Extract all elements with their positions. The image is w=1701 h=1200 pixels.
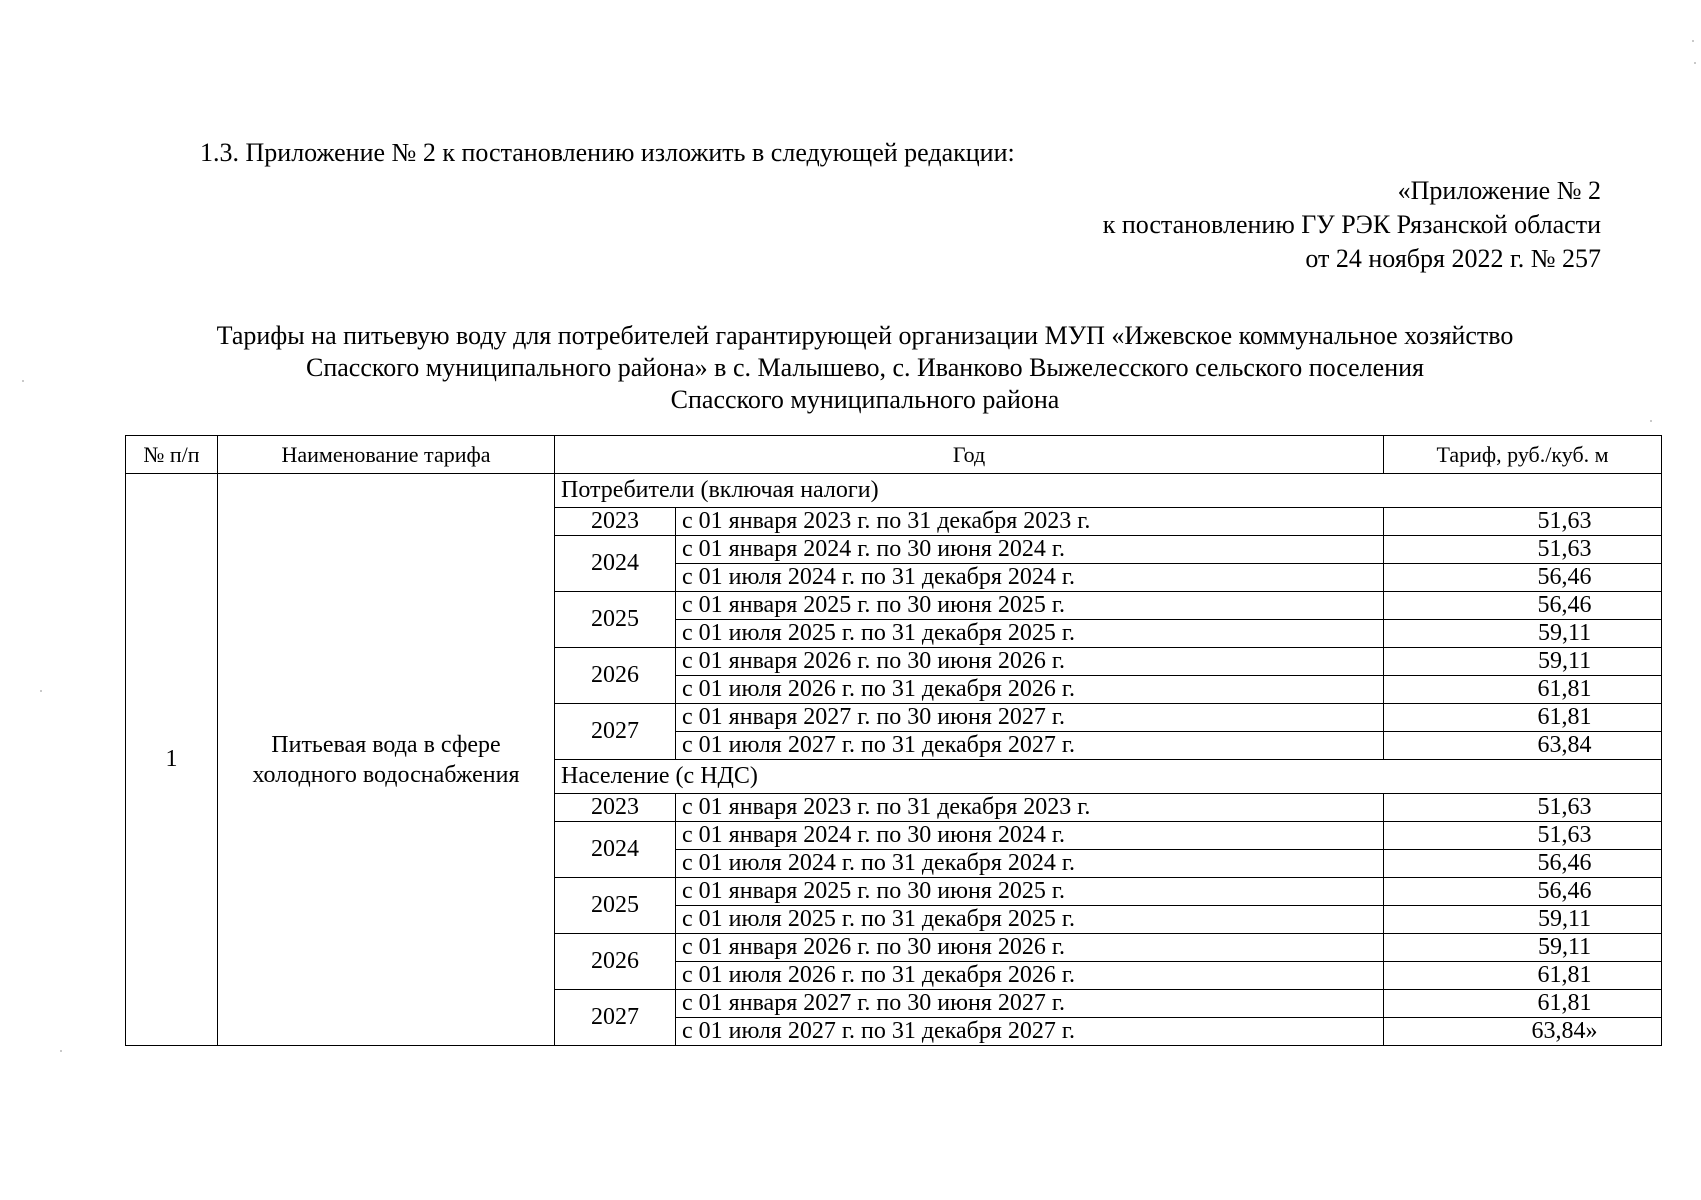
period-cell: с 01 июля 2024 г. по 31 декабря 2024 г. [676,564,1384,592]
year-cell: 2023 [555,508,676,536]
header-name: Наименование тарифа [218,436,555,474]
document-title [120,320,1610,416]
table-body [126,474,1662,1046]
speck [40,690,42,692]
tariff-value-cell: 51,63 [1384,536,1662,564]
speck [1692,40,1694,42]
period-cell: с 01 января 2027 г. по 30 июня 2027 г. [676,704,1384,732]
period-cell: с 01 июля 2027 г. по 31 декабря 2027 г. [676,1018,1384,1046]
tariff-value-cell: 56,46 [1384,592,1662,620]
tariff-value-cell: 56,46 [1384,878,1662,906]
header-tariff: Тариф, руб./куб. м [1384,436,1662,474]
group-row [126,474,1662,508]
period-cell: с 01 июля 2025 г. по 31 декабря 2025 г. [676,620,1384,648]
tariff-value-cell: 59,11 [1384,620,1662,648]
period-cell: с 01 января 2025 г. по 30 июня 2025 г. [676,878,1384,906]
title-line-3: Спасского муниципального района [670,385,1060,414]
speck [1650,420,1652,422]
tariff-value-cell: 59,11 [1384,906,1662,934]
appendix-reference [801,174,1601,276]
tariff-value-cell: 51,63 [1384,794,1662,822]
tariff-value-cell: 63,84» [1384,1018,1662,1046]
period-cell: с 01 июля 2026 г. по 31 декабря 2026 г. [676,962,1384,990]
tariffs-table [125,435,1662,1046]
period-cell: с 01 января 2023 г. по 31 декабря 2023 г. [676,794,1384,822]
speck [22,380,24,382]
period-cell: с 01 января 2026 г. по 30 июня 2026 г. [676,934,1384,962]
group-label: Потребители (включая налоги) [555,474,1662,508]
speck [60,1050,62,1052]
year-cell: 2026 [555,934,676,990]
title-line-1: Тарифы на питьевую воду для потребителей гарантирующей организации МУП «Ижевское коммунальное хозяйство [216,321,1514,350]
tariff-value-cell: 61,81 [1384,990,1662,1018]
header-num: № п/п [126,436,218,474]
period-cell: с 01 июля 2027 г. по 31 декабря 2027 г. [676,732,1384,760]
period-cell: с 01 июля 2024 г. по 31 декабря 2024 г. [676,850,1384,878]
period-cell: с 01 января 2027 г. по 30 июня 2027 г. [676,990,1384,1018]
period-cell: с 01 января 2026 г. по 30 июня 2026 г. [676,648,1384,676]
tariff-value-cell: 61,81 [1384,676,1662,704]
tariff-name: Питьевая вода в сфере холодного водоснабжения [218,474,555,1046]
year-cell: 2026 [555,648,676,704]
appendix-line-1: «Приложение № 2 [1397,176,1601,205]
tariff-value-cell: 59,11 [1384,648,1662,676]
tariff-value-cell: 56,46 [1384,850,1662,878]
tariff-value-cell: 56,46 [1384,564,1662,592]
title-line-2: Спасского муниципального района» в с. Малышево, с. Иванково Выжелесского сельского поселения [306,353,1424,382]
period-cell: с 01 июля 2026 г. по 31 декабря 2026 г. [676,676,1384,704]
year-cell: 2024 [555,536,676,592]
year-cell: 2023 [555,794,676,822]
tariff-value-cell: 51,63 [1384,822,1662,850]
group-label: Население (с НДС) [555,760,1662,794]
year-cell: 2027 [555,704,676,760]
tariff-value-cell: 51,63 [1384,508,1662,536]
tariff-value-cell: 61,81 [1384,704,1662,732]
appendix-line-2: к постановлению ГУ РЭК Рязанской области [1102,210,1601,239]
period-cell: с 01 января 2023 г. по 31 декабря 2023 г. [676,508,1384,536]
intro-paragraph: 1.3. Приложение № 2 к постановлению изложить в следующей редакции: [200,138,1015,167]
year-cell: 2027 [555,990,676,1046]
tariff-value-cell: 59,11 [1384,934,1662,962]
table-header-row [126,436,1662,474]
tariff-value-cell: 63,84 [1384,732,1662,760]
period-cell: с 01 января 2024 г. по 30 июня 2024 г. [676,822,1384,850]
period-cell: с 01 января 2024 г. по 30 июня 2024 г. [676,536,1384,564]
year-cell: 2025 [555,592,676,648]
header-year: Год [555,436,1384,474]
speck [1694,62,1696,64]
period-cell: с 01 января 2025 г. по 30 июня 2025 г. [676,592,1384,620]
year-cell: 2024 [555,822,676,878]
tariff-value-cell: 61,81 [1384,962,1662,990]
year-cell: 2025 [555,878,676,934]
appendix-line-3: от 24 ноября 2022 г. № 257 [1305,244,1601,273]
row-number: 1 [126,474,218,1046]
period-cell: с 01 июля 2025 г. по 31 декабря 2025 г. [676,906,1384,934]
